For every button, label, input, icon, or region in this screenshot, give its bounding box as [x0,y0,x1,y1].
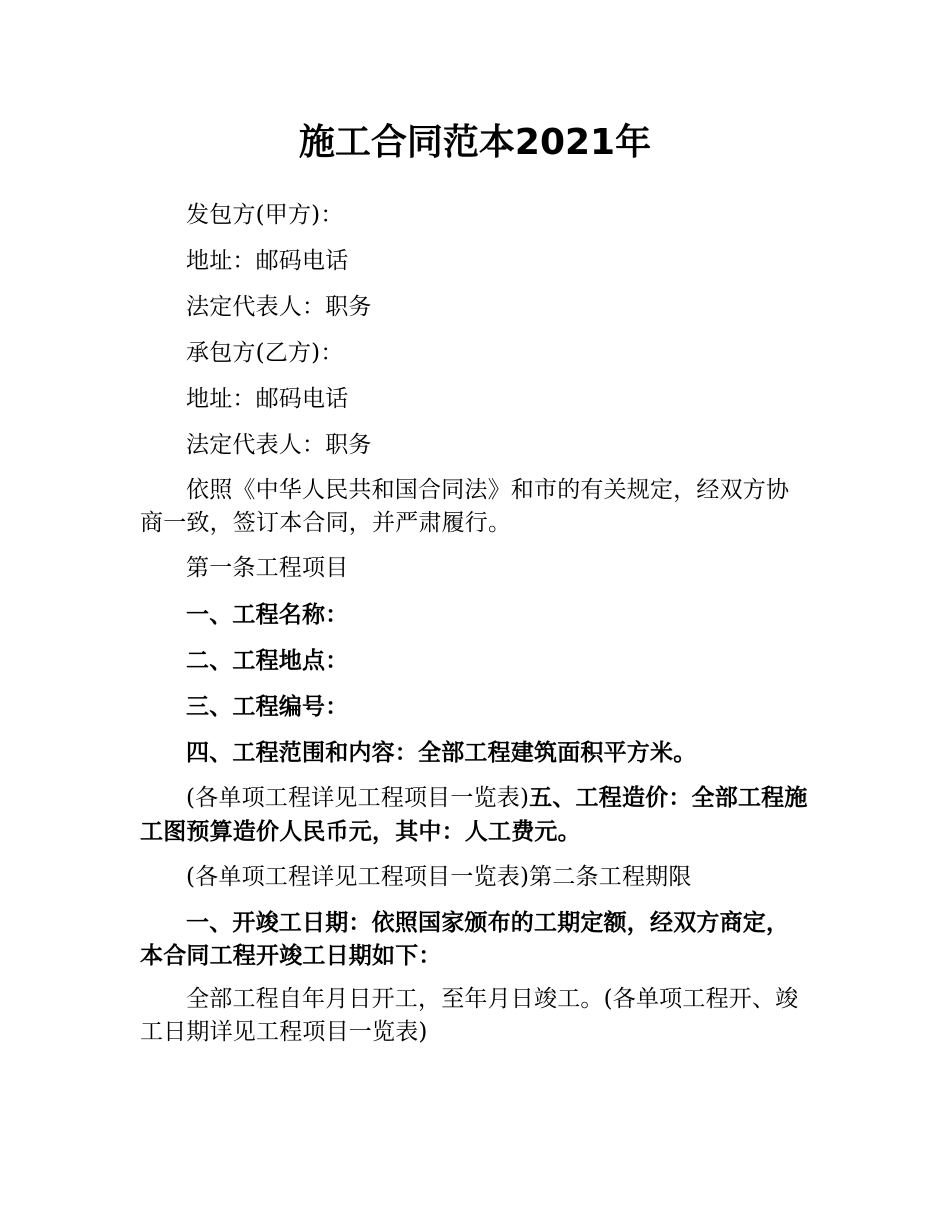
employer-line: 发包方(甲方)： [186,202,344,228]
project-scope-item: 四、工程范围和内容：全部工程建筑面积平方米。 [186,739,697,766]
contractor-representative-line: 法定代表人：职务 [186,432,372,458]
start-completion-item: 一、开竣工日期：依照国家颁布的工期定额，经双方商定，本合同工程开竣工日期如下： [140,909,790,969]
employer-address-line: 地址：邮码电话 [186,248,349,274]
contractor-line: 承包方(乙方)： [186,340,344,366]
document-title: 施工合同范本2021年 [298,122,652,163]
article-1-heading: 第一条工程项目 [186,555,349,581]
contractor-address-line: 地址：邮码电话 [186,386,349,412]
schedule-paragraph: 全部工程自年月日开工，至年月日竣工。(各单项工程开、竣工日期详见工程项目一览表) [140,986,799,1045]
project-name-item: 一、工程名称： [186,601,349,628]
project-list-note: (各单项工程详见工程项目一览表) [186,785,530,811]
document-body [140,198,812,1060]
article-2-line: (各单项工程详见工程项目一览表)第二条工程期限 [186,864,692,890]
project-cost-paragraph [140,781,812,849]
project-cost-item: 五、工程造价：全部工程施工图预算造价人民币元，其中：人工费元。 [140,784,808,845]
preamble-paragraph: 依照《中华人民共和国合同法》和市的有关规定，经双方协商一致，签订本合同，并严肃履行。 [140,477,790,536]
project-location-item: 二、工程地点： [186,647,349,674]
employer-representative-line: 法定代表人：职务 [186,294,372,320]
project-number-item: 三、工程编号： [186,693,349,720]
